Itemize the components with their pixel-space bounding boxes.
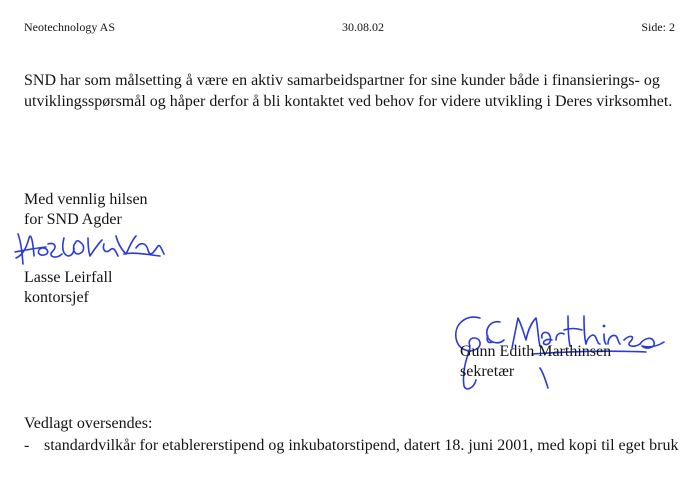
page-number: Side: 2 — [641, 20, 675, 34]
signatory-1-title: kontorsjef — [24, 289, 89, 306]
attachments-list — [24, 436, 684, 456]
signatory-2-title: sekretær — [460, 363, 515, 380]
closing-greeting: Med vennlig hilsen — [24, 191, 148, 208]
signatory-1-name: Lasse Leirfall — [24, 269, 113, 286]
attachment-item — [24, 436, 684, 456]
signature-lasse-leirfall — [12, 224, 172, 270]
attachment-item-text: standardvilkår for etablererstipend og inkubatorstipend, datert 18. juni 2001, med kopi til eget bruk — [44, 437, 679, 454]
company-name: Neotechnology AS — [24, 20, 115, 34]
signatory-2-name: Gunn Edith Marthinsen — [460, 343, 612, 360]
attachments-heading: Vedlagt oversendes: — [24, 415, 153, 432]
letter-date: 30.08.02 — [342, 20, 384, 34]
list-bullet: - — [24, 437, 30, 454]
closing-organization: for SND Agder — [24, 211, 122, 228]
body-paragraph: SND har som målsetting å være en aktiv samarbeidspartner for sine kunder både i finansierings- og utviklingsspørsmål og håper derfor å bli kontaktet ved behov for videre utvikling i Deres virksomhet. — [24, 72, 673, 110]
